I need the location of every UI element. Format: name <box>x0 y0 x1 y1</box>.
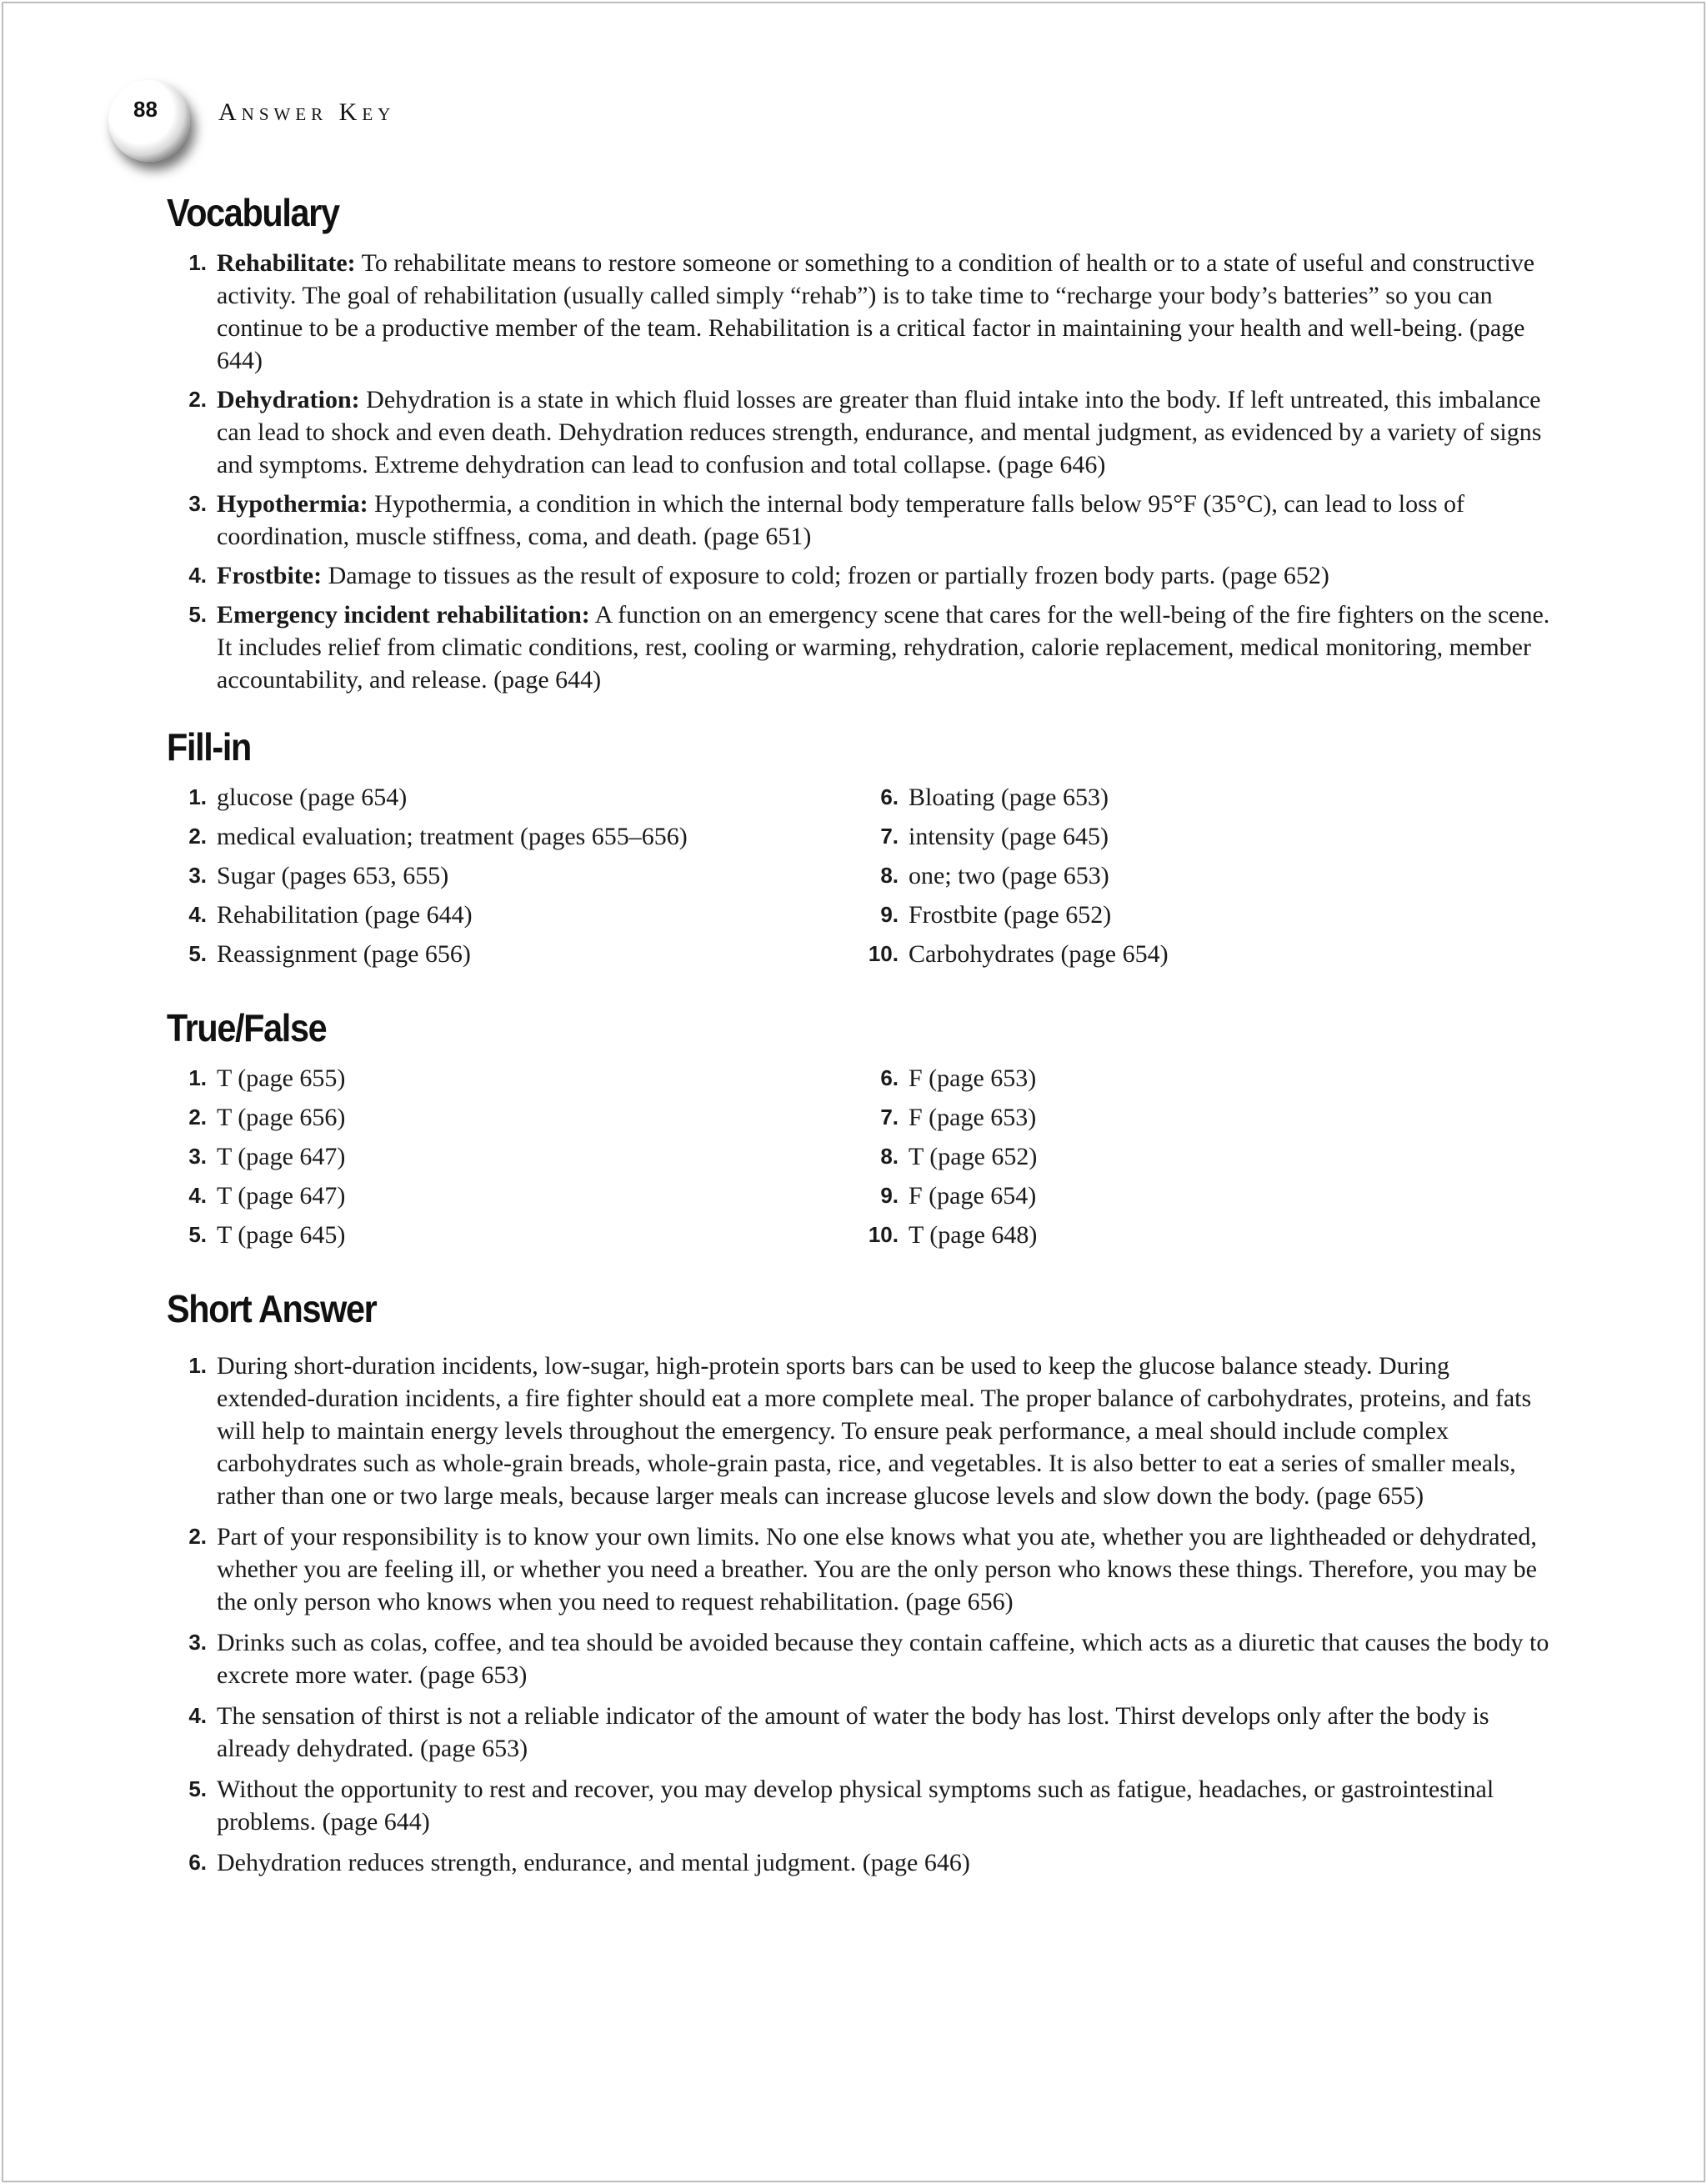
item-number: 2. <box>188 1524 207 1549</box>
fill-in-section <box>167 724 1550 977</box>
answer-text: T (page 648) <box>909 1221 1038 1249</box>
running-head: Answer Key <box>218 98 396 126</box>
list-item <box>859 1140 1550 1173</box>
short-answer-item <box>167 1350 1550 1512</box>
section-heading-fill-in: Fill-in <box>167 725 251 769</box>
answer-text: Reassignment (page 656) <box>217 940 471 968</box>
item-number: 5. <box>188 602 207 627</box>
list-item <box>859 899 1550 931</box>
item-number: 2. <box>188 1105 207 1130</box>
item-number: 6. <box>880 784 899 809</box>
true-false-right-column <box>859 1062 1550 1258</box>
item-number: 9. <box>880 1183 899 1208</box>
vocabulary-definition: A function on an emergency scene that cares for the well-being of the fire fighters on the scene. It includes relief from climatic conditions, rest, cooling or warming, rehydration, calorie replacement, medical monitoring, member accountability, and release. (page 644) <box>217 601 1550 694</box>
list-item <box>859 859 1550 892</box>
list-item <box>859 938 1550 970</box>
answer-text: Part of your responsibility is to know your own limits. No one else knows what you ate, whether you are lightheaded or dehydrated, whether you are feeling ill, or whether you need a breather. You are the only person who knows these things. Therefore, you may be the only person who knows when you need to request rehabilitation. (page 656) <box>217 1523 1537 1615</box>
short-answer-item <box>167 1520 1550 1618</box>
item-number: 2. <box>188 824 207 849</box>
answer-text: F (page 654) <box>909 1182 1037 1210</box>
section-heading-short-answer: Short Answer <box>167 1287 377 1330</box>
answer-text: During short-duration incidents, low-sugar, high-protein sports bars can be used to keep the glucose balance steady. During extended-duration incidents, a fire fighter should eat a more complete meal. The proper balance of carbohydrates, proteins, and fats will help to maintain energy levels throughout the emergency. To ensure peak performance, a meal should include complex carbohydrates such as whole-grain breads, whole-grain pasta, rice, and vegetables. It is also better to eat a series of smaller meals, rather than one or two large meals, because larger meals can increase glucose levels and slow down the body. (page 655) <box>217 1352 1532 1510</box>
item-number: 1. <box>188 250 207 275</box>
item-number: 9. <box>880 902 899 927</box>
item-number: 4. <box>188 1183 207 1208</box>
answer-text: Bloating (page 653) <box>909 784 1109 811</box>
vocabulary-definition: Dehydration is a state in which fluid losses are greater than fluid intake into the body. If left untreated, this imbalance can lead to shock and even death. Dehydration reduces strength, endurance, and mental judgment, as evidenced by a variety of signs and symptoms. Extreme dehydration can lead to confusion and total collapse. (page 646) <box>217 386 1542 478</box>
vocabulary-list <box>167 247 1550 696</box>
item-number: 3. <box>188 1144 207 1169</box>
item-number: 7. <box>880 824 899 849</box>
short-answer-item <box>167 1773 1550 1838</box>
list-item <box>859 820 1550 853</box>
item-number: 5. <box>188 1776 207 1801</box>
item-number: 6. <box>880 1065 899 1090</box>
list-item <box>167 899 859 931</box>
vocabulary-definition: Hypothermia, a condition in which the internal body temperature falls below 95°F (35°C), can lead to loss of coordination, muscle stiffness, coma, and death. (page 651) <box>217 490 1464 550</box>
item-number: 4. <box>188 902 207 927</box>
vocabulary-definition: Damage to tissues as the result of exposure to cold; frozen or partially frozen body parts. (page 652) <box>322 562 1329 589</box>
answer-text: F (page 653) <box>909 1104 1037 1131</box>
item-number: 1. <box>188 784 207 809</box>
item-number: 3. <box>188 491 207 516</box>
answer-text: T (page 652) <box>909 1143 1038 1170</box>
item-number: 8. <box>880 1144 899 1169</box>
section-heading-true-false: True/False <box>167 1006 327 1049</box>
item-number: 4. <box>188 563 207 588</box>
answer-text: Rehabilitation (page 644) <box>217 901 473 929</box>
item-number: 10. <box>868 941 899 966</box>
answer-text: Carbohydrates (page 654) <box>909 940 1169 968</box>
item-number: 3. <box>188 863 207 888</box>
answer-text: Dehydration reduces strength, endurance, and mental judgment. (page 646) <box>217 1849 970 1876</box>
answer-text: T (page 655) <box>217 1064 346 1092</box>
vocabulary-term: Hypothermia: <box>217 490 368 518</box>
vocabulary-section <box>167 190 1550 696</box>
answer-text: T (page 647) <box>217 1182 346 1210</box>
vocabulary-item <box>167 247 1550 377</box>
item-number: 7. <box>880 1105 899 1130</box>
fill-in-right-column <box>859 781 1550 977</box>
list-item <box>859 1180 1550 1212</box>
vocabulary-term: Frostbite: <box>217 562 323 589</box>
section-heading-vocabulary: Vocabulary <box>167 191 339 234</box>
item-number: 4. <box>188 1703 207 1728</box>
true-false-columns <box>167 1062 1550 1258</box>
page-number: 88 <box>133 97 158 122</box>
vocabulary-item <box>167 559 1550 592</box>
list-item <box>167 938 859 970</box>
item-number: 5. <box>188 941 207 966</box>
list-item <box>167 1062 859 1095</box>
list-item <box>167 820 859 853</box>
answer-text: glucose (page 654) <box>217 784 408 811</box>
answer-text: T (page 645) <box>217 1221 346 1249</box>
vocabulary-definition: To rehabilitate means to restore someone or something to a condition of health or to a state of useful and constructive activity. The goal of rehabilitation (usually called simply “rehab”) is to take time to “recharge your body’s batteries” so you can continue to be a productive member of the team. Rehabilitation is a critical factor in maintaining your health and well-being. (page 644) <box>217 249 1535 374</box>
item-number: 3. <box>188 1630 207 1655</box>
answer-text: T (page 647) <box>217 1143 346 1170</box>
vocabulary-item <box>167 383 1550 481</box>
list-item <box>167 1180 859 1212</box>
list-item <box>167 781 859 814</box>
list-item <box>167 1140 859 1173</box>
item-number: 1. <box>188 1353 207 1378</box>
true-false-section <box>167 1005 1550 1258</box>
answer-text: T (page 656) <box>217 1104 346 1131</box>
vocabulary-item <box>167 488 1550 553</box>
short-answer-section <box>167 1286 1550 1879</box>
list-item <box>859 1219 1550 1251</box>
vocabulary-term: Rehabilitate: <box>217 249 356 277</box>
list-item <box>167 1219 859 1251</box>
list-item <box>859 781 1550 814</box>
answer-text: Frostbite (page 652) <box>909 901 1112 929</box>
list-item <box>859 1062 1550 1095</box>
answer-text: Without the opportunity to rest and recover, you may develop physical symptoms such as fatigue, headaches, or gastrointestinal problems. (page 644) <box>217 1776 1494 1836</box>
short-answer-list <box>167 1350 1550 1879</box>
answer-text: F (page 653) <box>909 1064 1037 1092</box>
item-number: 1. <box>188 1065 207 1090</box>
answer-key-content <box>167 190 1550 1907</box>
item-number: 2. <box>188 387 207 412</box>
short-answer-item <box>167 1700 1550 1765</box>
answer-text: intensity (page 645) <box>909 823 1109 850</box>
item-number: 5. <box>188 1222 207 1247</box>
answer-text: medical evaluation; treatment (pages 655–656) <box>217 823 688 850</box>
item-number: 6. <box>188 1850 207 1875</box>
answer-text: Sugar (pages 653, 655) <box>217 862 449 889</box>
item-number: 10. <box>868 1222 899 1247</box>
short-answer-item <box>167 1846 1550 1879</box>
true-false-left-column <box>167 1062 859 1258</box>
list-item <box>859 1101 1550 1134</box>
answer-text: Drinks such as colas, coffee, and tea should be avoided because they contain caffeine, which acts as a diuretic that causes the body to excrete more water. (page 653) <box>217 1629 1549 1689</box>
list-item <box>167 859 859 892</box>
list-item <box>167 1101 859 1134</box>
fill-in-columns <box>167 781 1550 977</box>
answer-text: one; two (page 653) <box>909 862 1109 889</box>
vocabulary-term: Dehydration: <box>217 386 360 413</box>
fill-in-left-column <box>167 781 859 977</box>
answer-text: The sensation of thirst is not a reliable indicator of the amount of water the body has lost. Thirst develops only after the body is already dehydrated. (page 653) <box>217 1702 1489 1762</box>
item-number: 8. <box>880 863 899 888</box>
vocabulary-item <box>167 599 1550 696</box>
short-answer-item <box>167 1626 1550 1691</box>
vocabulary-term: Emergency incident rehabilitation: <box>217 601 590 629</box>
